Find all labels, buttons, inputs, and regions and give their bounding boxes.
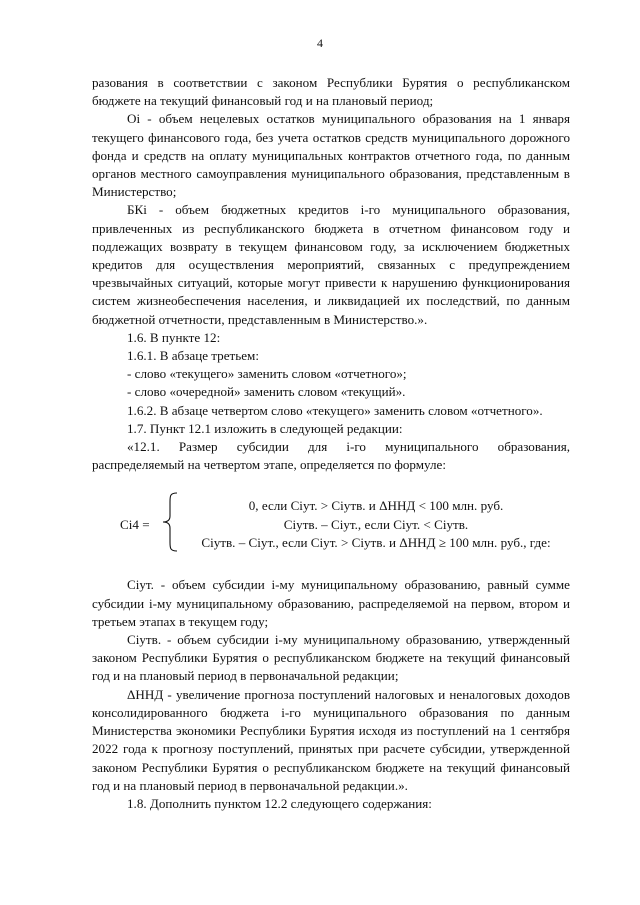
formula-case: 0, если Ciут. > Ciутв. и ΔННД < 100 млн. руб. bbox=[248, 498, 504, 514]
paragraph: «12.1. Размер субсидии для i-го муниципального образования, распределяемый на четвертом этапе, определяется по формуле: bbox=[92, 439, 570, 473]
paragraph: Ciут. - объем субсидии i-му муниципальному образованию, равный сумме субсидии i-му муниципальному образованию, распределяемой на первом, втором и третьем этапах в текущем году; bbox=[92, 577, 570, 629]
curly-brace-icon bbox=[161, 492, 179, 552]
paragraph: 1.6.1. В абзаце третьем: bbox=[127, 348, 259, 364]
paragraph: 1.7. Пункт 12.1 изложить в следующей редакции: bbox=[127, 420, 403, 436]
formula-cases bbox=[182, 497, 570, 552]
paragraph: 1.6.2. В абзаце четвертом слово «текущего» заменить словом «отчетного». bbox=[127, 402, 543, 418]
paragraph: 1.8. Дополнить пунктом 12.2 следующего содержания: bbox=[127, 795, 432, 811]
formula-lhs: Ci4 = bbox=[120, 517, 150, 533]
page-number: 4 bbox=[317, 36, 323, 50]
paragraph: Ciутв. - объем субсидии i-му муниципальному образованию, утвержденный законом Республики Бурятия о республиканском бюджете на текущий финансовый год и на плановый период в первоначальной редакции; bbox=[92, 632, 570, 684]
paragraph: разования в соответствии с законом Республики Бурятия о республиканском бюджете на текущий финансовый год и на плановый период; bbox=[92, 75, 570, 109]
paragraph: ΔННД - увеличение прогноза поступлений налоговых и неналоговых доходов консолидированного бюджета i-го муниципального образования по данным Министерства экономики Республики Бурятия исходя из поступлений на 1 сентября 2022 года к прогнозу поступлений, принятых при расчете субсидии, утвержденной законом Республики Бурятия о республиканском бюджете на текущий финансовый год и на плановый период в первоначальной редакции.». bbox=[92, 686, 570, 793]
formula-case: Ciутв. – Ciут., если Ciут. < Ciутв. bbox=[283, 516, 469, 532]
paragraph: - слово «текущего» заменить словом «отчетного»; bbox=[127, 366, 407, 382]
document-body bbox=[92, 74, 570, 813]
formula bbox=[92, 491, 570, 561]
paragraph: Оi - объем нецелевых остатков муниципального образования на 1 января текущего финансового года, без учета остатков средств муниципального дорожного фонда и средств на оплату муниципальных контрактов отчетного года, по данным органов местного самоуправления муниципального образования, представленным в Министерство; bbox=[92, 111, 570, 200]
formula-case: Ciутв. – Ciут., если Ciут. > Ciутв. и ΔННД ≥ 100 млн. руб., где: bbox=[201, 534, 551, 550]
paragraph: 1.6. В пункте 12: bbox=[127, 329, 221, 345]
paragraph: БКi - объем бюджетных кредитов i-го муниципального образования, привлеченных из республиканского бюджета в отчетном финансовом году и подлежащих возврату в текущем финансовом году, за исключением бюджетных кредитов для осуществления мероприятий, связанных с предупреждением чрезвычайных ситуаций, которые могут привести к нарушению функционирования систем жизнеобеспечения населения, и ликвидацией их последствий, по данным бюджетной отчетности, представленным в Министерство.». bbox=[92, 202, 570, 327]
paragraph: - слово «очередной» заменить словом «текущий». bbox=[127, 384, 406, 400]
